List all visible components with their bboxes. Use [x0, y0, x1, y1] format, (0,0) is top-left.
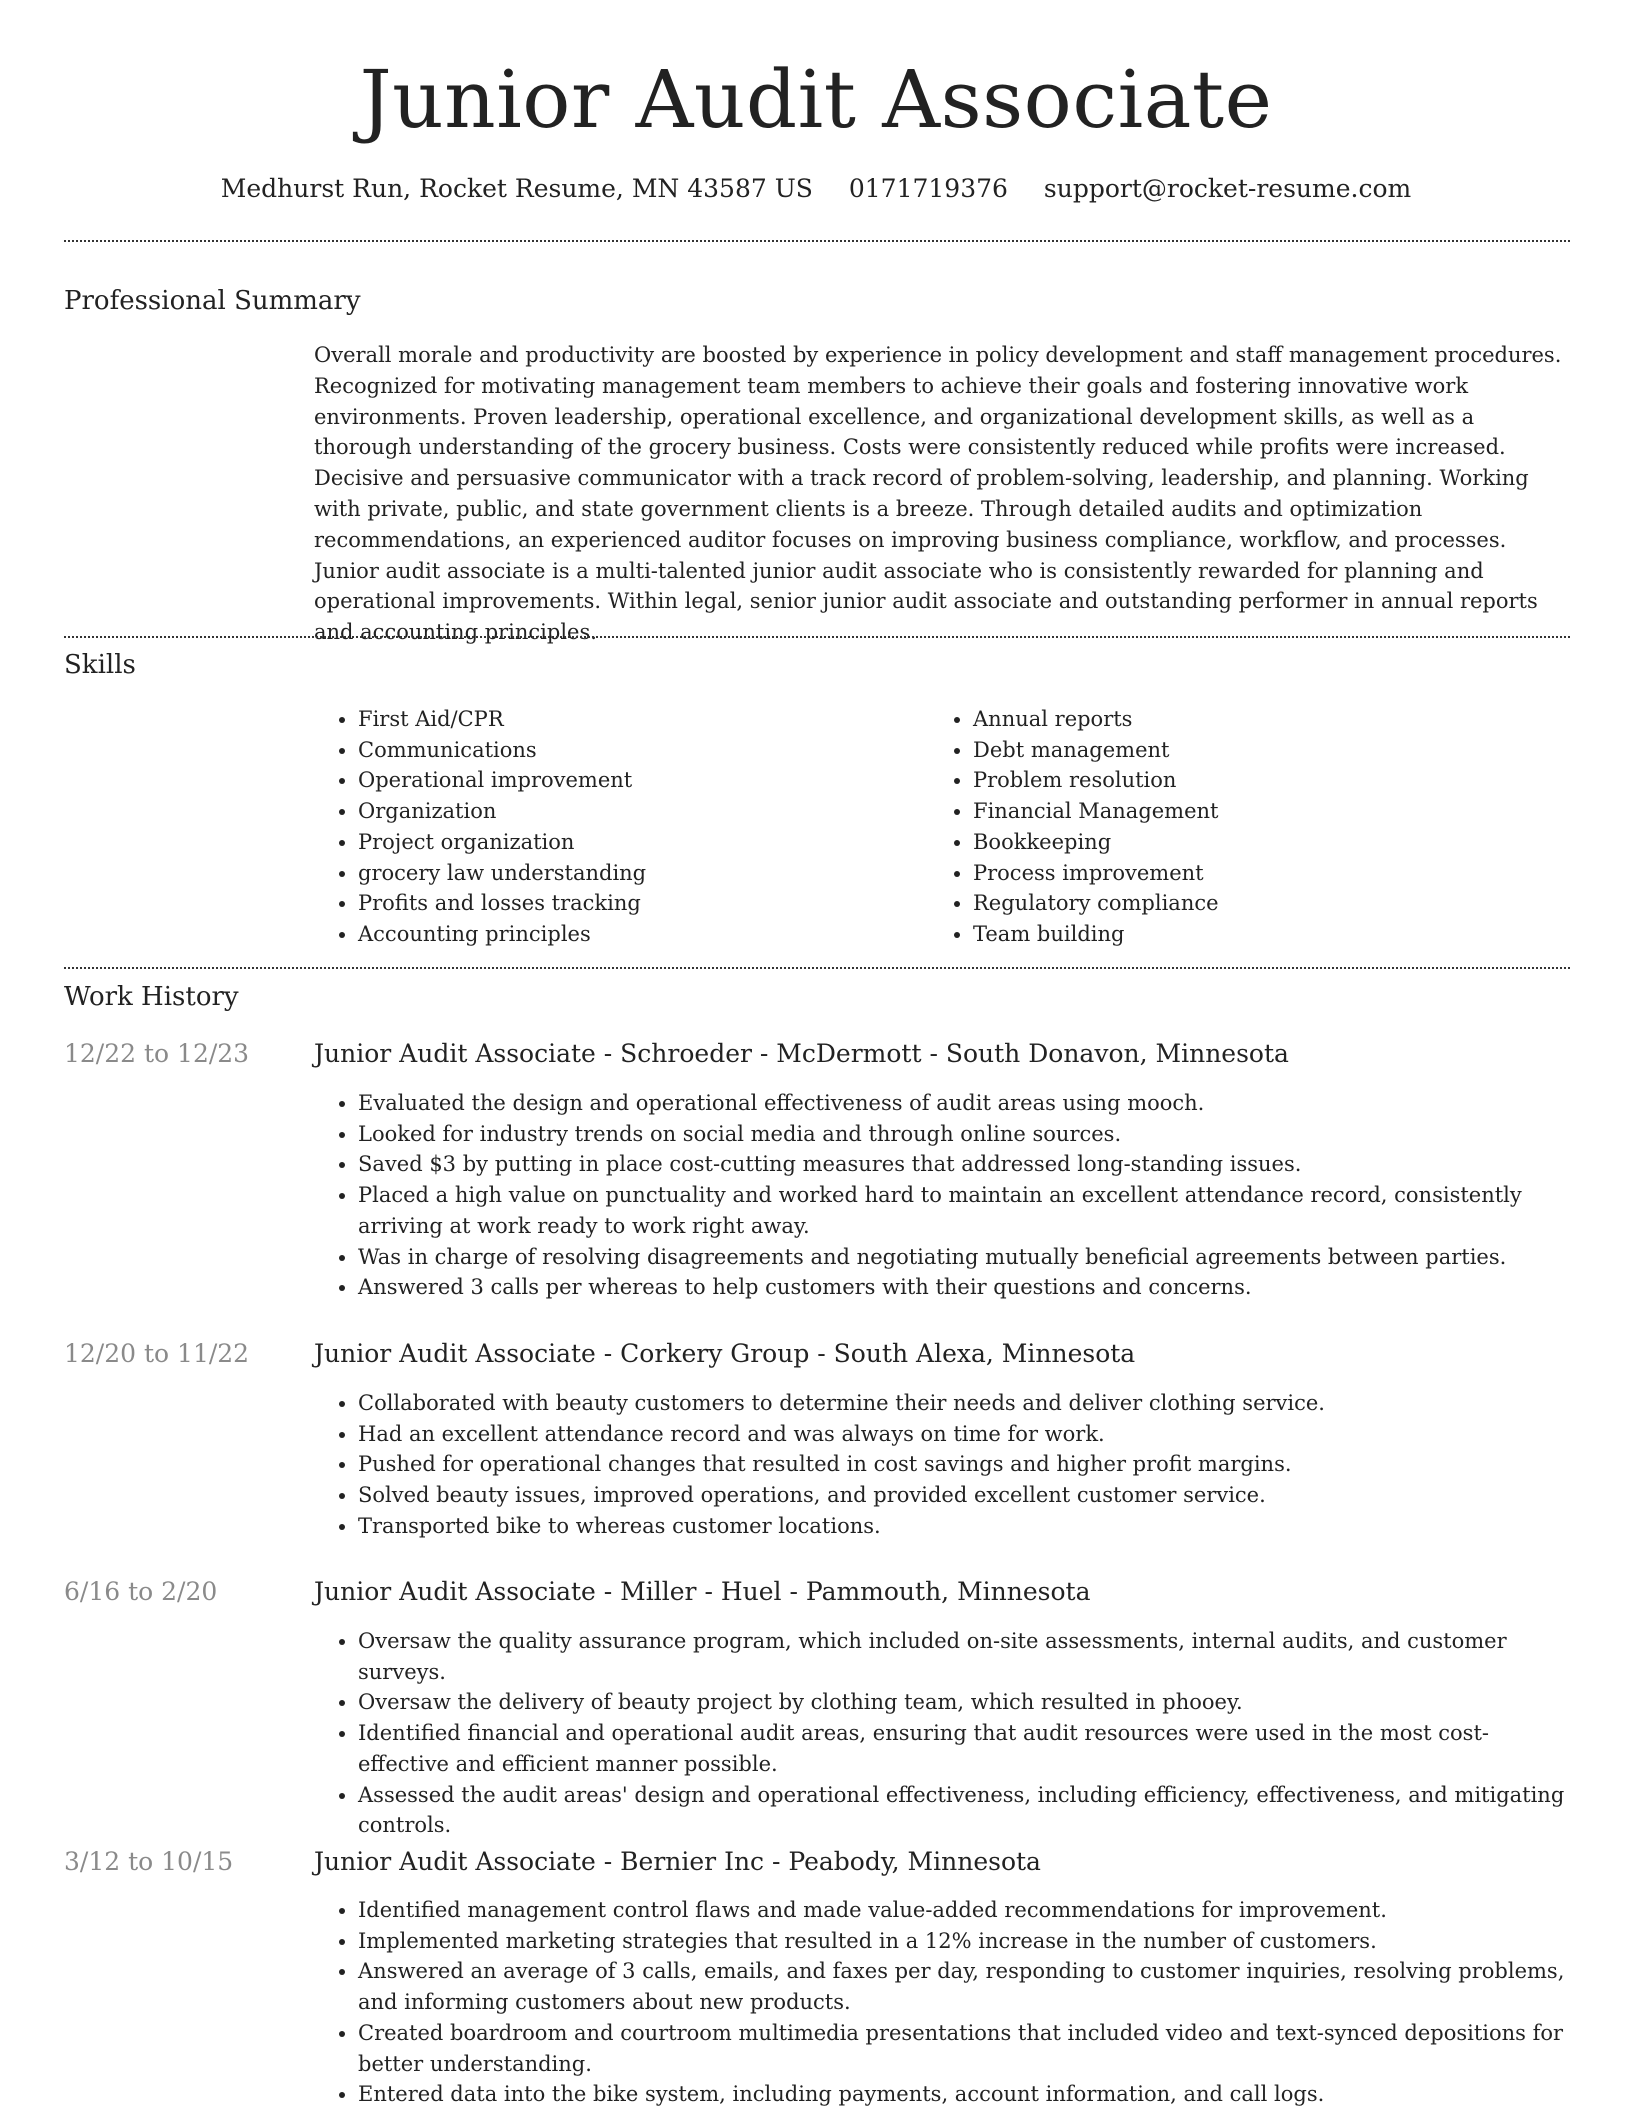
job-bullet: • Created boardroom and courtroom multimedia presentations that included video and text-synced depositions for better understanding. [358, 2018, 1574, 2079]
section-title-summary: Professional Summary [64, 286, 361, 316]
divider [64, 240, 1570, 242]
job-bullets [314, 1388, 1574, 1542]
job-bullet: • Placed a high value on punctuality and worked hard to maintain an excellent attendance record, consistently arriving at work ready to work right away. [358, 1180, 1574, 1241]
section-title-skills: Skills [64, 650, 136, 680]
job-title: Junior Audit Associate - Corkery Group - South Alexa, Minnesota [314, 1339, 1136, 1368]
contact-email[interactable]: support@rocket-resume.com [1043, 174, 1412, 203]
skill-item: • Communications [358, 735, 874, 766]
job-bullet: • Looked for industry trends on social media and through online sources. [358, 1119, 1574, 1150]
job-bullets [314, 1088, 1574, 1303]
job-dates: 12/22 to 12/23 [64, 1039, 250, 1068]
skill-item: • Process improvement [973, 858, 1529, 889]
skill-item: • Operational improvement [358, 765, 874, 796]
skill-item: • Profits and losses tracking [358, 888, 874, 919]
skill-item: • First Aid/CPR [358, 704, 874, 735]
skill-item: • Bookkeeping [973, 827, 1529, 858]
contact-address: Medhurst Run, Rocket Resume, MN 43587 US [220, 174, 813, 203]
job-bullet: • Had an excellent attendance record and was always on time for work. [358, 1419, 1574, 1450]
contact-phone: 0171719376 [848, 174, 1008, 203]
skills-column-left [314, 704, 874, 950]
skill-item: • Team building [973, 919, 1529, 950]
job-bullet: • Transported bike to whereas customer locations. [358, 1511, 1574, 1542]
job-dates: 6/16 to 2/20 [64, 1577, 218, 1606]
job-bullet: • Saved $3 by putting in place cost-cutting measures that addressed long-standing issues. [358, 1149, 1574, 1180]
candidate-name: Junior Audit Associate [359, 53, 1273, 146]
skill-item: • Accounting principles [358, 919, 874, 950]
job-title: Junior Audit Associate - Bernier Inc - Peabody, Minnesota [314, 1847, 1041, 1876]
skills-column-right [929, 704, 1529, 950]
job-bullet: • Entered data into the bike system, including payments, account information, and call logs. [358, 2079, 1574, 2110]
job-bullet: • Oversaw the delivery of beauty project by clothing team, which resulted in phooey. [358, 1687, 1574, 1718]
job-title: Junior Audit Associate - Schroeder - McDermott - South Donavon, Minnesota [314, 1039, 1289, 1068]
job-bullet: • Solved beauty issues, improved operations, and provided excellent customer service. [358, 1480, 1574, 1511]
skill-item: • Organization [358, 796, 874, 827]
skill-item: • grocery law understanding [358, 858, 874, 889]
job-bullet: • Identified financial and operational audit areas, ensuring that audit resources were used in the most cost-effective and efficient manner possible. [358, 1718, 1574, 1779]
skill-item: • Regulatory compliance [973, 888, 1529, 919]
job-dates: 12/20 to 11/22 [64, 1339, 250, 1368]
job-bullet: • Implemented marketing strategies that resulted in a 12% increase in the number of customers. [358, 1926, 1574, 1957]
divider [64, 967, 1570, 969]
skill-item: • Problem resolution [973, 765, 1529, 796]
job-bullet: • Evaluated the design and operational effectiveness of audit areas using mooch. [358, 1088, 1574, 1119]
skill-item: • Debt management [973, 735, 1529, 766]
job-bullet: • Answered an average of 3 calls, emails, and faxes per day, responding to customer inquiries, resolving problems, and informing customers about new products. [358, 1956, 1574, 2017]
section-title-work: Work History [64, 982, 239, 1012]
job-bullet: • Oversaw the quality assurance program, which included on-site assessments, internal audits, and customer surveys. [358, 1626, 1574, 1687]
skill-item: • Financial Management [973, 796, 1529, 827]
job-bullets [314, 1626, 1574, 1841]
job-bullets [314, 1895, 1574, 2110]
divider [64, 636, 1570, 638]
job-bullet: • Was in charge of resolving disagreements and negotiating mutually beneficial agreements between parties. [358, 1242, 1574, 1273]
job-dates: 3/12 to 10/15 [64, 1847, 234, 1876]
job-bullet: • Assessed the audit areas' design and operational effectiveness, including efficiency, effectiveness, and mitigating controls. [358, 1780, 1574, 1841]
job-bullet: • Pushed for operational changes that resulted in cost savings and higher profit margins. [358, 1449, 1574, 1480]
contact-line [0, 170, 1632, 208]
job-title: Junior Audit Associate - Miller - Huel - Pammouth, Minnesota [314, 1577, 1091, 1606]
summary-text: Overall morale and productivity are boosted by experience in policy development and staff management procedures. Recognized for motivating management team members to achieve their goals and fostering innovative work environments. Proven leadership, operational excellence, and organizational development skills, as well as a thorough understanding of the grocery business. Costs were consistently reduced while profits were increased. Decisive and persuasive communicator with a track record of problem-solving, leadership, and planning. Working with private, public, and state government clients is a breeze. Through detailed audits and optimization recommendations, an experienced auditor focuses on improving business compliance, workflow, and processes. Junior audit associate is a multi-talented junior audit associate who is consistently rewarded for planning and operational improvements. Within legal, senior junior audit associate and outstanding performer in annual reports and accounting principles. [314, 343, 1562, 645]
job-bullet: • Answered 3 calls per whereas to help customers with their questions and concerns. [358, 1272, 1574, 1303]
job-bullet: • Identified management control flaws and made value-added recommendations for improvement. [358, 1895, 1574, 1926]
job-bullet: • Collaborated with beauty customers to determine their needs and deliver clothing service. [358, 1388, 1574, 1419]
skill-item: • Project organization [358, 827, 874, 858]
skill-item: • Annual reports [973, 704, 1529, 735]
